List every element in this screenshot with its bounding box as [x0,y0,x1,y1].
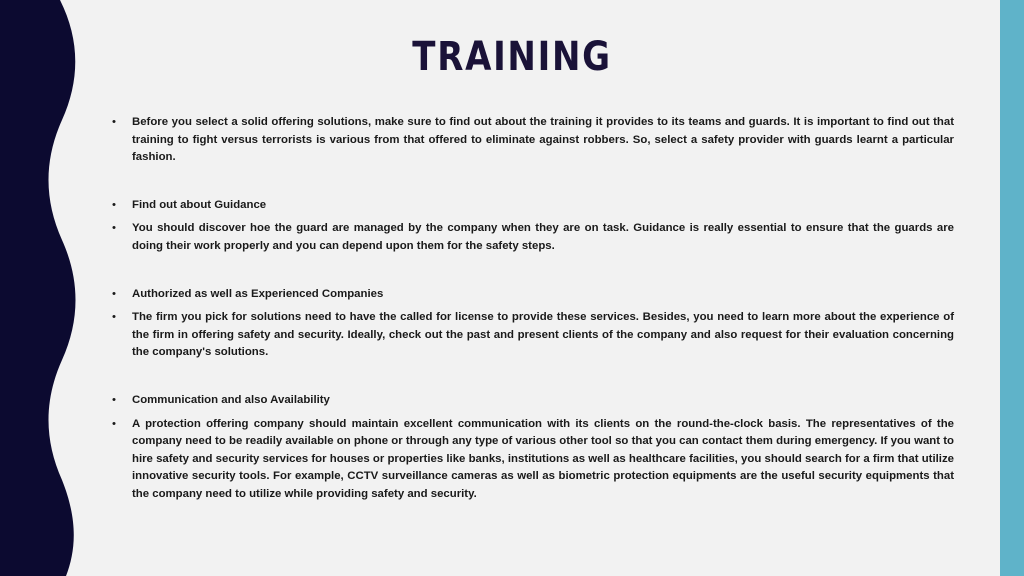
bullet-dot: • [112,116,116,128]
bullet-dot: • [112,393,116,406]
bullet-item [112,114,954,167]
bullet-item [112,416,954,504]
bullet-item [112,197,954,215]
bullet-text: You should discover hoe the guard are managed by the company when they are on task. Guidance is really essential to ensure that the guards are doing their work properly and you can depend upon them for the safety steps. [132,222,954,252]
right-accent-stripe [1000,0,1024,576]
bullet-dot: • [112,222,116,235]
bullet-item [112,286,954,304]
slide-title: TRAINING [412,34,612,80]
bullet-list [112,114,954,504]
bullet-text: The firm you pick for solutions need to have the called for license to provide these services. Besides, you need to learn more about the experience of the firm in offering safety and security. Ideally, check out the past and present clients of the company and also request for their evaluation concerning the company's solutions. [132,311,954,359]
bullet-text: Before you select a solid offering solutions, make sure to find out about the training it provides to its teams and guards. It is important to find out that training to fight versus terrorists is various from that offered to eliminate against robbers. So, select a safety provider with guards learnt a particular fashion. [132,116,954,164]
bullet-dot: • [112,311,116,324]
bullet-heading: Find out about Guidance [132,198,267,211]
bullet-dot: • [112,198,116,211]
bullet-dot: • [112,287,116,300]
bullet-item [112,309,954,362]
bullet-dot: • [112,417,116,430]
bullet-item [112,220,954,255]
left-wave-band [0,0,80,576]
bullet-text: A protection offering company should maintain excellent communication with its clients on the round-the-clock basis. The representatives of the company need to be readily available on phone or through any type of various other tool so that you can contact them during emergency. If you want to hire safety and security services for houses or properties like banks, institutions as well as healthcare facilities, you should search for a firm that utilize innovative security tools. For example, CCTV surveillance cameras as well as biometric protection equipments are the useful security equipments that the company need to utilize while providing safety and security. [132,417,954,500]
bullet-heading: Communication and also Availability [132,393,330,406]
bullet-item [112,392,954,410]
bullet-heading: Authorized as well as Experienced Companies [132,287,384,300]
